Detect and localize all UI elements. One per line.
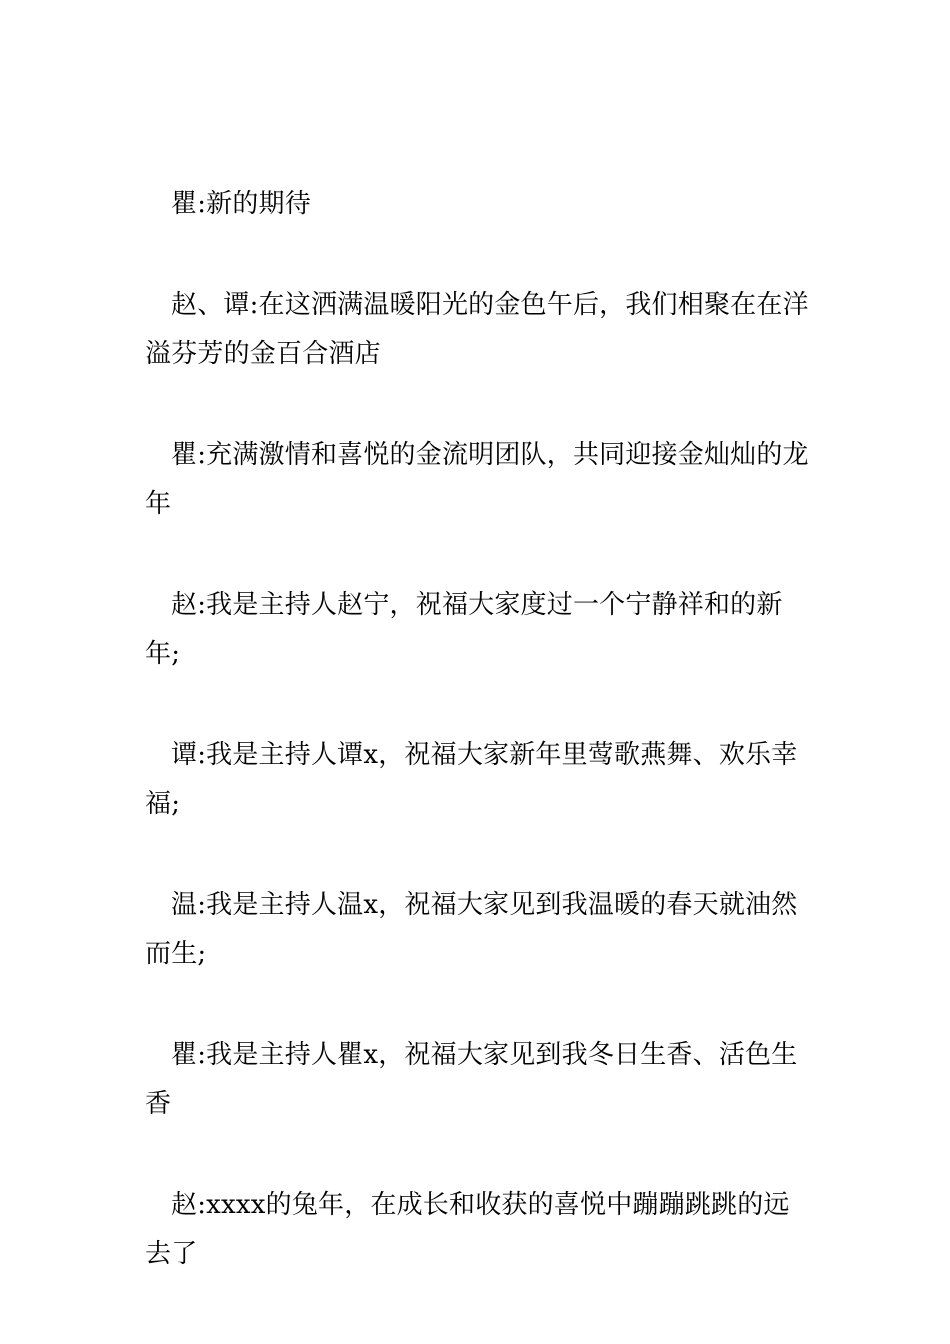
paragraph-5: 谭:我是主持人谭x，祝福大家新年里莺歌燕舞、欢乐幸福;: [145, 740, 798, 819]
paragraph-3: 瞿:充满激情和喜悦的金流明团队，共同迎接金灿灿的龙年: [145, 440, 809, 519]
paragraph-6: 温:我是主持人温x，祝福大家见到我温暖的春天就油然而生;: [145, 890, 798, 969]
paragraph-8: 赵:xxxx的兔年，在成长和收获的喜悦中蹦蹦跳跳的远去了: [145, 1190, 790, 1269]
document-body: [145, 180, 810, 1331]
paragraph-4: 赵:我是主持人赵宁，祝福大家度过一个宁静祥和的新年;: [145, 590, 783, 669]
paragraph-7: 瞿:我是主持人瞿x，祝福大家见到我冬日生香、活色生香: [145, 1040, 798, 1119]
paragraph-1: 瞿:新的期待: [171, 189, 311, 219]
paragraph-2: 赵、谭:在这洒满温暖阳光的金色午后，我们相聚在在洋溢芬芳的金百合酒店: [145, 290, 809, 369]
